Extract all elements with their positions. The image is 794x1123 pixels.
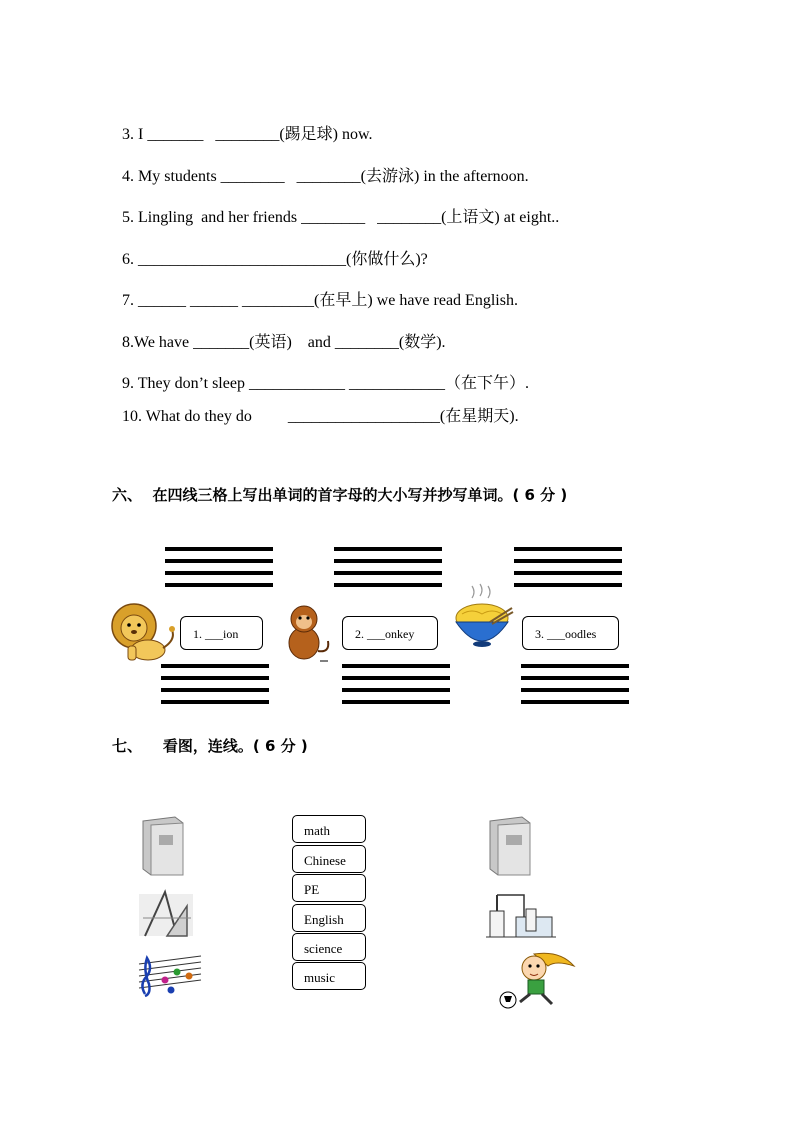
word-box-lion: 1. ___ion: [180, 616, 263, 650]
science-lab-picture: [486, 887, 556, 943]
subject-box-chinese[interactable]: Chinese: [292, 845, 366, 873]
subject-box-science[interactable]: science: [292, 933, 366, 961]
word-box-monkey: 2. ___onkey: [342, 616, 438, 650]
section-7-title: 七、 看图，连线。( 6 分 ): [112, 737, 308, 755]
question-10: 10. What do they do ___________________(在星期天).: [122, 408, 519, 425]
question-9: 9. They don’t sleep ____________ ____________（在下午）.: [122, 375, 529, 392]
writing-grid-upper-3[interactable]: [514, 547, 622, 595]
section-6-title: 六、 在四线三格上写出单词的首字母的大小写并抄写单词。( 6 分 ): [112, 486, 568, 504]
writing-grid-lower-2[interactable]: [342, 664, 450, 712]
lion-picture: [108, 600, 180, 664]
music-notes-picture: [137, 950, 203, 1002]
soccer-boy-picture: [490, 950, 580, 1010]
question-5: 5. Lingling and her friends ________ ________(上语文) at eight..: [122, 209, 560, 226]
subject-box-pe[interactable]: PE: [292, 874, 366, 902]
noodles-picture: [450, 582, 514, 652]
question-3: 3. I _______ ________(踢足球) now.: [122, 126, 373, 143]
writing-grid-lower-1[interactable]: [161, 664, 269, 712]
writing-grid-upper-2[interactable]: [334, 547, 442, 595]
question-6: 6. __________________________(你做什么)?: [122, 251, 428, 268]
question-8: 8.We have _______(英语) and ________(数学).: [122, 334, 446, 351]
word-box-noodles: 3. ___oodles: [522, 616, 619, 650]
question-7: 7. ______ ______ _________(在早上) we have read English.: [122, 292, 518, 309]
subject-box-music[interactable]: music: [292, 962, 366, 990]
monkey-picture: [274, 601, 336, 663]
writing-grid-lower-3[interactable]: [521, 664, 629, 712]
math-tools-picture: [137, 888, 195, 942]
subject-box-math[interactable]: math: [292, 815, 366, 843]
chinese-book-picture: [137, 815, 187, 877]
question-4: 4. My students ________ ________(去游泳) in the afternoon.: [122, 168, 529, 185]
writing-grid-upper-1[interactable]: [165, 547, 273, 595]
subject-box-english[interactable]: English: [292, 904, 366, 932]
english-book-picture: [486, 815, 534, 877]
